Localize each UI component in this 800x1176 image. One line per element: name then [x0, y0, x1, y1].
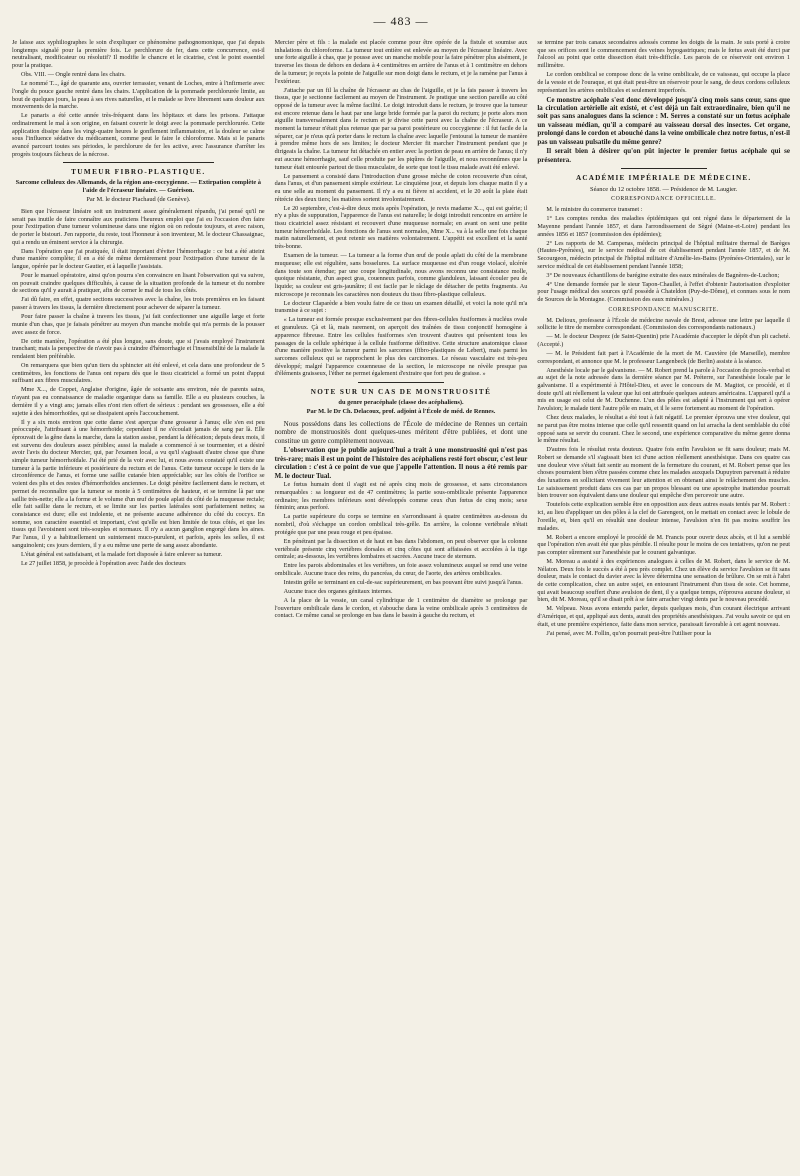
paragraph: Intestin grêle se terminant en cul-de-sac supérieurement, en bas pouvant être suivi jusqu'à l'anus.: [283, 578, 523, 586]
column-middle: [275, 39, 528, 621]
section-title: ACADÉMIE IMPÉRIALE DE MÉDECINE.: [575, 174, 752, 183]
paragraph: 1° Les comptes rendus des maladies épidémiques qui ont régné dans le département de la Mayenne pendant l'année 1857, et dans l'arrondissement de Sègré (Maine-et-Loire) pendant les années 1856 et 1857 (commission des épidémies);: [537, 215, 791, 238]
paragraph: Dans l'opération que j'ai pratiquée, il était important d'éviter l'hémorrhagie : ce but a été atteint d'une manière complète; il en a été de même dernièrement pour l'extirpation d'une tumeur de la langue, opérée par le docteur Gautier, et à laquelle j'assistais.: [12, 247, 265, 271]
paragraph: De cette manière, l'opération a été plus longue, sans doute, que si j'avais employé l'instrument tranchant; mais la perspective de n'avoir pas à craindre d'hémorrhagie et l'insensibilité de la malade la rendaient bien préférable.: [12, 337, 265, 360]
paragraph: La partie supérieure du corps se termine en s'arrondissant à quatre centimètres au-dessus du nombril, d'où s'échappe un cordon ombilical très-grêle. En arrière, la colonne vertébrale n'était protégée que par une peau rouge et peu épaisse.: [274, 513, 528, 536]
paragraph: Je laisse aux syphiliographes le soin d'expliquer ce phénomène pathognomonique, que j'ai depuis longtemps signalé pour la première fois. Le perchlorure de fer, dans cette concurrence, est-il neutralisant, modificateur ou résolutif? Il modifie le chancre et le cicatrise, c'est le point essentiel pour la pratique.: [12, 39, 265, 70]
paragraph: 3° De nouveaux échantillons de barégine extraite des eaux minérales de Bagnères-de-Luchon;: [546, 271, 780, 279]
paragraph: 4° Une demande formée par le sieur Tapon-Chaullet, à l'effet d'obtenir l'autorisation d'exploiter pour l'usage médical des sources qu'il possède à Chateldon (Puy-de-Dôme), et connues sous le nom de Sources de la Montagne. (Commission des eaux minérales.): [537, 280, 791, 304]
article-author: Par M. le Dr Ch. Delacoux, prof. adjoint à l'École de méd. de Rennes.: [306, 408, 496, 416]
session-line: Séance du 12 octobre 1858. — Présidence de M. Laugier.: [590, 185, 738, 193]
paragraph: Nous possédons dans les collections de l'École de médecine de Rennes un certain nombre de monstruosités dont quelques-unes méritent d'être publiées, et dont une constitue un genre complètement nouveau.: [274, 419, 528, 445]
quotation: « La tumeur est formée presque exclusivement par des fibres-cellules fusiformes à nucléus ovale et granuleux. Çà et là, mais rarement, on aperçoit des traînées de tissu conjonctif homogène à apparence fibreuse. Entre les cellules fusiformes s'en trouvent d'autres qui présentent tous les passages de la cellule sphérique à la cellule fusiforme définitive. Cette structure anatomique classe d'une manière positive la tumeur parmi les sarcomes (fibro-plastiques de Lebert), mais parmi les sarcomes celluleux qui se rapprochent le plus des carcinomes. Le réseau vasculaire est très-peu développé; malgré l'apparence couenneuse de la section, le microscope ne révèle presque pas d'éléments graisseux, l'éther ne permet également d'extraire que fort peu de graisse. »: [274, 316, 528, 378]
paragraph: Chez deux malades, le résultat a été tout à fait négatif. Le premier éprouva une vive douleur, qui ne parut pas être moins intense que celle qu'il ressentit quand on lui arracha la dent semblable du côté opposé sans se servir du courant. Chez le second, une expérience comparative du même genre donna le même résultat.: [537, 414, 791, 445]
paragraph: M. Delioux, professeur à l'École de médecine navale de Brest, adresse une lettre par laquelle il sollicite le titre de membre correspondant. (Commission des correspondants nationaux.): [537, 316, 791, 332]
paragraph: Mercier père et fils : la malade est placée comme pour être opérée de la fistule et soumise aux inhalations du chloroforme. La tumeur tout entière est enlevée au moyen de l'écraseur linéaire. Avec une forte aiguille à chas, que je pousse avec un manche mobile pour la faire pénétrer plus aisément, je traverse les tissus de dehors en dedans à 4 centimètres en arrière de l'anus et à 1 centimètre en dehors de la tumeur; je reçois la pointe de l'aiguille sur mon doigt dans le rectum, et je la ramène par l'anus à l'extérieur.: [274, 39, 528, 85]
paragraph: M. Robert a encore employé le procédé de M. Francis pour ouvrir deux abcès, et il lui a semblé que l'opération n'en avait été que plus pénible. Il résulte pour le moins de ces tentatives, qu'on ne peut pas compter sûrement sur l'anesthésie par le courant galvanique.: [537, 533, 791, 556]
paragraph: Ce monstre acéphale s'est donc développé jusqu'à cinq mois sans cœur, sans que la circulation artérielle ait existé, et c'est déjà un fait extraordinaire, bien qu'il ne soit pas sans analogues dans la science : M. Serres a constaté sur un fœtus acéphale un vaisseau médian, qu'il a comparé au vaisseau dorsal des insectes. Cet organe, prolongé dans le cordon et abouché dans la veine ombilicale chez notre fœtus, n'est-il pas un vaisseau pulsatile du même genre?: [537, 95, 791, 146]
paragraph: Le panaris a été cette année très-fréquent dans les hôpitaux et dans les prisons. J'attaque ordinairement le mal à son origine, en faisant couvrir le doigt avec la pommade perchlorurée. Cette application dissipe dans les vingt-quatre heures le gonflement inflammatoire, et la douleur se calme sous l'influence sédative du médicament, comme peut le faire le chloroforme. Mais si le panaris avancé parcourt toutes ses périodes, le perchlorure de fer les active, avec l'assurance d'arrêter les progrès toujours fâcheux de la nécrose.: [12, 112, 265, 158]
subsection-title: CORRESPONDANCE OFFICIELLE.: [611, 196, 717, 203]
paragraph: J'ai pensé, avec M. Follin, qu'on pourrait peut-être l'utiliser pour la: [546, 629, 712, 637]
paragraph: L'état général est satisfaisant, et la malade fort disposée à faire enlever sa tumeur.: [21, 550, 223, 558]
paragraph: Anesthésie locale par le galvanisme. — M. Robert prend la parole à l'occasion du procès-verbal et au sujet de la note adressée dans la dernière séance par M. Préterre, sur l'anesthésie locale par le galvanisme. Il a expérimenté à l'Hôtel-Dieu, et avec le concours de M. Magitot, ce procédé, et il doute qu'il ait réellement la valeur que lui ont attribuée quelques auteurs américains. L'appareil qu'il a mis en usage est celui de M. Duchenne. L'un des pôles est adapté à l'instrument qui sert à opérer l'avulsion; le malade tient l'autre pôle en main, et il le serre fortement au moment de l'opération.: [537, 366, 791, 413]
paragraph: Entre les parois abdominales et les vertèbres, un foie assez volumineux auquel se rend une veine ombilicale. Aucune trace des reins, du pancréas, du cœur, de l'aorte, des artères ombilicales.: [274, 562, 528, 577]
paragraph: J'ai dû faire, en effet, quatre sections successives avec la chaîne, les trois premières en les faisant passer à travers les tissus, la dernière directement pour achever de séparer la tumeur.: [12, 296, 265, 312]
paragraph: M. Velpeau. Nous avons entendu parler, depuis quelques mois, d'un courant électrique arrivant d'Amérique, et qui, appliqué aux dents, aurait des propriétés anesthésiques. J'ai voulu savoir ce qui en était, et une première expérience, faite dans mon service, paraissait favorable à cet agent nouveau.: [537, 605, 791, 628]
paragraph: Pour faire passer la chaîne à travers les tissus, j'ai fait confectionner une aiguille large et forte munie d'un chas, que je faisais pénétrer au moyen d'un manche mobile qui m'a permis de la pousser avec assez de force.: [12, 313, 265, 336]
page-number: — 483 —: [373, 14, 429, 28]
paragraph: M. Moreau a assisté à des expériences analogues à celles de M. Robert, dans le service de M. Nélaton. Deux fois le succès a été à peu près complet. Chez un élève du service l'avulsion se fit sans douleur, mais le contact du davier avec la lèvre détermina une sensation de brûlure. On se mit à l'abri de cette complication, chez un autre sujet, en entourant l'instrument d'un tissu de soie. Cet homme, qui avait beaucoup souffert d'une avulsion de dent, il y a quelque temps, n'éprouva aucune douleur, si bien, dit M. Moreau, qu'il se disait prêt à se faire arracher vingt dents par le nouveau procédé.: [537, 557, 791, 604]
paragraph: Aucune trace des organes génitaux internes.: [283, 587, 393, 595]
column-left: [12, 39, 265, 569]
text-columns: [12, 39, 790, 639]
paragraph: Il y a six mois environ que cette dame s'est aperçue d'une grosseur à l'anus; elle s'en est peu préoccupée, l'attribuant à une hémorrhoïde; cependant il ne s'écoulait jamais de sang par là. Elle éprouvait de la gêne dans la marche, dans la station assise, pendant la défécation; depuis deux mois, il est survenu des douleurs assez pénibles; aussi la malade a commencé à se tourmenter, et a désiré avoir l'avis du docteur Mercier, qui, par l'examen local, a vu qu'il s'agissait d'autre chose que d'une simple tumeur hémorrhoïdale. J'ai été prié de la voir avec lui, et nous avons constaté qu'il existe une tumeur à la partie inférieure et postérieure du rectum et de l'anus. Cette tumeur occupe le tiers de la circonférence de l'anus, et forme une saillie cutanée bien appréciable; sur les côtés de l'orifice se voient des plis et des restes d'hémorrhoïdes anciennes. Le doigt pénètre facilement dans le rectum, et permet de reconnaître que la tumeur se monte à 5 centimètres de hauteur, et se termine là par une saillie très-nette; elle a la forme et le volume d'un œuf de poule aplati du côté de la muqueuse rectale; elle fait saillie dans le rectum, et se limite sur les parties latérales sont parfaitement nettes; sa consistance est dure; elle est indolente, et ne présente aucune adhérence du côté du coccyx. En somme, son caractère essentiel et important, c'est qu'elle est bien limitée de tous côtés, et que les tissus qui l'avoisinent sont très-souples et normaux. Il n'y a aucun ganglion engorgé dans les aines. Par l'anus, il y a habituellement un suintement muco-purulent, et parfois, après les selles, il est sanguinolent; ces jours derniers, il y a eu même une perte de sang assez abondante.: [12, 418, 265, 549]
paragraph: Le 20 septembre, c'est-à-dire deux mois après l'opération, je revis madame X..., qui est guérie; il n'y a plus de suppuration, l'apparence de l'anus est naturelle; le doigt introduit rencontre en arrière le tissu cicatriciel assez résistant et recouvert d'une muqueuse normale; en avant on sent une petite tumeur hémorrhoïdale. Les fonctions de l'anus sont normales, Mme X... va à la selle une fois chaque matin naturellement, et peut retenir ses matières volontairement. L'appétit est excellent et la santé très-bonne.: [274, 204, 528, 251]
paragraph: Le nommé T..., âgé de quarante ans, ouvrier terrassier, venant de Loches, entre à l'infirmerie avec l'ongle du pouce gauche rentré dans les chairs. L'application de la pommade perchlorurée limite, au bout de quelques jours, la peau à ses rives naturelles, et le malade se livre librement sans douleur aux mouvements de la marche.: [12, 80, 265, 111]
paragraph: Il serait bien à désirer qu'on pût injecter le premier fœtus acéphale qui se présentera.: [537, 147, 791, 164]
section-divider: [358, 382, 444, 383]
subsection-title: CORRESPONDANCE MANUSCRITE.: [608, 306, 719, 313]
paragraph: J'attache par un fil la chaîne de l'écraseur au chas de l'aiguille, et je la fais passer à travers les tissus, que je sectionne facilement au moyen de l'instrument. Je pratique une section pareille au côté opposé de la tumeur avec la même facilité. Le doigt introduit dans le rectum, je trouve que la tumeur est encore retenue dans le haut par une large bride formée par la paroi du rectum; je porte alors mon aiguille transversalement dans le rectum et je divise cette paroi avec la chaîne de l'écraseur. A ce moment la tumeur n'était plus retenue que par sa paroi postérieure ou coccygienne : il fut facile de la séparer, car je n'eus qu'à porter dans le rectum la chaîne avec laquelle j'entourai la tumeur de manière à prendre même hors de ses limites; le docteur Mercier fit marcher l'instrument pendant que je dirigeais la chaîne. La tumeur fut détachée en entier avec la portion de peau en arrière de l'anus; il n'y eut aucune hémorrhagie, sauf celle produite par les piqûres de l'aiguille, et nous reconnûmes que la tumeur était entourée partout de tissu musculaire, de sorte que tout le tissu malade avait été enlevé.: [274, 86, 528, 171]
paragraph: Le 27 juillet 1858, je procède à l'opération avec l'aide des docteurs: [21, 559, 186, 567]
paragraph: Le cordon ombilical se compose donc de la veine ombilicale, de ce vaisseau, qui occupe la place de la vessie et de l'ouraque, et qui était peut-être un réservoir pour le sang, de deux cordons celluleux représentant les artères ombilicales et seulement imperforés.: [537, 71, 791, 94]
paragraph: A la place de la vessie, un canal cylindrique de 1 centimètre de diamètre se prolonge par l'ouverture ombilicale dans le cordon, et s'abouche dans la veine ombilicale après 3 centimètres de contact. Ce même canal se prolonge en bas dans le bassin à gauche du rectum, et: [274, 596, 528, 620]
article-title: TUMEUR FIBRO-PLASTIQUE.: [71, 168, 206, 177]
paragraph: 2° Les rapports de M. Campenas, médecin principal de l'hôpital militaire thermal de Barèges (Hautes-Pyrénées), sur le service médical de cet établissement pendant l'année 1857, et de M. Secourgeon, médecin principal de l'hôpital militaire d'Amélie-les-Bains (Pyrénées-Orientales), sur le service médical de cet établissement pendant l'année 1858;: [537, 239, 791, 270]
paragraph: Toutefois cette explication semble être en opposition aux deux autres essais tentés par M. Robert : ici, au lieu d'appliquer un des pôles à la clef de Garengeot, on le mettait en contact avec le lobule de l'oreille, et, bien qu'il en résultât une douleur intense, l'avulsion n'en fit pas moins souffrir les malades.: [537, 501, 791, 532]
paragraph: — M. le Président fait part à l'Académie de la mort de M. Cauvière (de Marseille), membre correspondant, et annonce que M. le professeur Langenbeck (de Berlin) assiste à la séance.: [537, 349, 791, 365]
paragraph: — M. le docteur Desprez (de Saint-Quentin) prie l'Académie d'accepter le dépôt d'un pli cacheté. (Accepté.): [537, 333, 791, 348]
paragraph: Le fœtus humain dont il s'agit est né après cinq mois de grossesse, et sans circonstances remarquables : sa longueur est de 47 centimètres; la partie sous-ombilicale présente l'apparence ordinaire; les membres inférieurs sont développés comme ceux d'un fœtus de cinq mois; sexe féminin; anus perforé.: [274, 481, 528, 512]
paragraph: M. le ministre du commerce transmet :: [546, 206, 643, 214]
article-subtitle: Sarcome celluleux des Allemands, de la région ano-coccygienne. — Extirpation complète à l'aide de l'écraseur linéaire. — Guérison.: [15, 179, 262, 194]
paragraph: Bien que l'écraseur linéaire soit un instrument assez généralement répandu, j'ai pensé qu'il ne serait pas inutile de faire connaître aux praticiens l'heureux emploi que j'ai eu l'occasion d'en faire pour l'extirpation d'une tumeur volumineuse dans une région où on redoute toujours, et avec raison, de porter le bistouri. J'en rapporte, du reste, tout l'honneur à son inventeur, M. le docteur Chassaignac, qui a rendu un éminent service à la chirurgie.: [12, 207, 265, 246]
article-subtitle: du genre peracéphale (classe des acéphaliens).: [338, 398, 464, 406]
paragraph: Le pansement a consisté dans l'introduction d'une grosse mèche de coton recouverte d'un cérat, dans l'anus, et d'un pansement simple extérieur. Le cinquième jour, et depuis lors chaque matin il y a eu une selle au moment du pansement. Il n'y a eu ni fièvre ni accident, et le 20 août la plaie était rétrécie des deux tiers; les matières sortent involontairement.: [274, 172, 528, 203]
paragraph: On remarquera que bien qu'un tiers du sphincter ait été enlevé, et cela dans une profondeur de 5 centimètres, les fonctions de l'anus ont reparu dès que le tissu cicatriciel a formé un point d'appui suffisant aux fibres musculaires.: [12, 361, 265, 385]
paragraph: Mme X..., de Coppet, Anglaise d'origine, âgée de soixante ans environ, née de parents sains, n'ayant pas eu connaissance de maladie organique dans sa famille. Elle a eu plusieurs couches, la dernière il y a vingt ans; jamais elles n'ont rien offert de sérieux : pendant ses grossesses, elle a été sujette à des hémorrhoïdes, qui se dissipaient après l'accouchement.: [12, 386, 265, 417]
paragraph: se termine par trois canaux secondaires adossés comme les doigts de la main. Je suis porté à croire que ses orifices sont le commencement des veines hypogastriques; mais le fœtus avait été durci par l'alcool au point que cette dissection était très-difficile. Les parois de ce réservoir ont environ 1 millimètre.: [537, 39, 791, 70]
section-divider: [63, 162, 215, 163]
paragraph: Pour le manuel opératoire, ainsi qu'on pourra s'en convaincre en lisant l'observation qui va suivre, on pouvait craindre quelques difficultés, à cause de la situation profonde de la tumeur et du nombre de sections qu'il y aurait à pratiquer, afin de cerner le mal de tous les côtés.: [12, 272, 265, 295]
paragraph: Le docteur Claparède a bien voulu faire de ce tissu un examen détaillé, et voici la note qu'il m'a transmise à ce sujet :: [274, 299, 528, 315]
section-divider: [621, 168, 707, 169]
observation-title: Obs. VIII. — Ongle rentré dans les chairs.: [21, 71, 126, 79]
paragraph: D'autres fois le résultat resta douteux. Quatre fois enfin l'avulsion se fit sans douleur; mais M. Robert se demande s'il s'agissait bien ici d'une action réellement anesthésique. Dans ces quatre cas une douleur vive s'était fait sentir au moment de la fermeture du courant, et M. Robert pense que les choses pourraient bien s'être passées comme chez les malades auxquels Dupuytren parvenait à réduire des luxations en sollicitant vivement leur attention et en obtenant ainsi le relâchement des muscles. Le saisissement produit dans ces cas par un propos blessant ou une apostrophe inattendue pourrait bien trouver son équivalent dans une douleur qui empêche d'en percevoir une autre.: [537, 446, 791, 500]
column-right: [537, 39, 790, 639]
article-title: NOTE SUR UN CAS DE MONSTRUOSITÉ: [310, 388, 492, 397]
article-author: Par M. le docteur Piachaud (de Genève).: [86, 196, 191, 204]
paragraph: L'observation que je publie aujourd'hui a trait à une monstruosité qui n'est pas très-rare; mais il est un point de l'histoire des acéphaliens resté fort obscur, c'est leur circulation : c'est à ce point de vue que j'appelle l'attention. Il nous a été remis par M. le docteur Tual.: [274, 446, 528, 480]
paragraph: En pénétrant par la dissection et de haut en bas dans l'abdomen, on peut observer que la colonne vertébrale présente cinq vertèbres dorsales et cinq côtes qui sont affaissées et accolées à la tige centrale; au-dessous, les vertèbres lombaires et sacrées. Aucune trace de sternum.: [274, 537, 528, 561]
paragraph: Examen de la tumeur. — La tumeur a la forme d'un œuf de poule aplati du côté de la membrane muqueuse; elle est régulière, sans bosselures. La surface muqueuse est d'un rouge violacé, ulcérée dans toute son étendue; par une coupe longitudinale, nous avons reconnu une consistance molle, quoique résistante, d'un aspect gras, couenneux parfois, comme glanduleux, laissant écouler peu de liquide; sa couleur est gris-jaunâtre; il est facile par le râclage de détacher de petits fragments. Au microscope je reconnais les caractères non douteux du tissu fibro-plastique celluleux.: [274, 252, 528, 298]
